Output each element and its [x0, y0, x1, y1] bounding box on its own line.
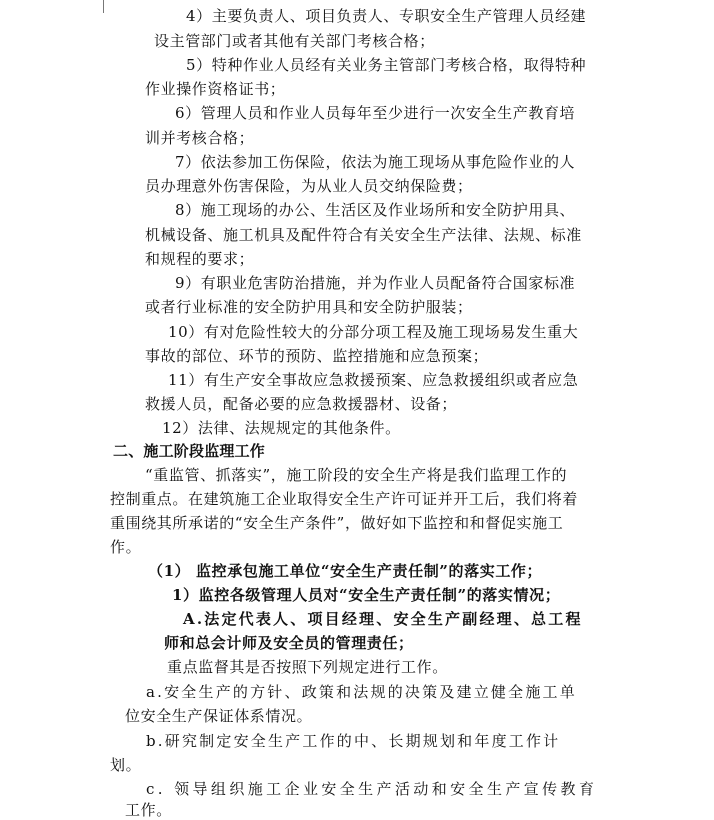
text-line: 10）有对危险性较大的分部分项工程及施工现场易发生重大	[168, 323, 579, 341]
section-heading: 二、施工阶段监理工作	[113, 442, 266, 460]
text-line: c. 领导组织施工企业安全生产活动和安全生产宣传教育	[146, 780, 598, 798]
text-line: 设主管部门或者其他有关部门考核合格；	[154, 32, 435, 50]
text-line: 工作。	[125, 801, 172, 819]
text-line: 重点监督其是否按照下列规定进行工作。	[167, 658, 448, 676]
text-line: 6）管理人员和作业人员每年至少进行一次安全生产教育培	[175, 104, 576, 122]
text-line: 控制重点。在建筑施工企业取得安全生产许可证并开工后，我们将着	[110, 490, 579, 508]
text-line: 划。	[110, 756, 142, 774]
text-line: 训并考核合格；	[145, 129, 255, 147]
text-line: b.研究制定安全生产工作的中、长期规划和年度工作计	[146, 732, 561, 750]
text-line: a.安全生产的方针、政策和法规的决策及建立健全施工单	[146, 683, 577, 701]
page-corner-mark	[103, 0, 104, 13]
text-line: 事故的部位、环节的预防、监控措施和应急预案；	[145, 347, 489, 365]
text-line: 员办理意外伤害保险，为从业人员交纳保险费；	[145, 177, 473, 195]
text-line: 5）特种作业人员经有关业务主管部门考核合格，取得特种	[186, 56, 587, 74]
text-line: “重监管、抓落实”，施工阶段的安全生产将是我们监理工作的	[145, 466, 568, 484]
text-line: 11）有生产安全事故应急救援预案、应急救援组织或者应急	[168, 371, 579, 389]
text-line: 7）依法参加工伤保险，依法为施工现场从事危险作业的人	[175, 153, 576, 171]
text-line: 机械设备、施工机具及配件符合有关安全生产法律、法规、标准	[145, 226, 582, 244]
text-line: 救援人员，配备必要的应急救援器材、设备；	[145, 395, 458, 413]
text-line: 9）有职业危害防治措施，并为作业人员配备符合国家标准	[175, 274, 576, 292]
subheading: （1） 监控承包施工单位“安全生产责任制”的落实工作；	[148, 562, 543, 580]
subheading: 1）监控各级管理人员对“安全生产责任制”的落实情况；	[172, 586, 561, 604]
text-line: 4）主要负责人、项目负责人、专职安全生产管理人员经建	[186, 7, 587, 25]
text-line: 12）法律、法规规定的其他条件。	[162, 419, 401, 437]
text-line: 位安全生产保证体系情况。	[125, 707, 313, 725]
subheading: 师和总会计师及安全员的管理责任；	[164, 634, 414, 652]
text-line: 重围绕其所承诺的“安全生产条件”，做好如下监控和和督促实施工	[110, 514, 564, 532]
text-line: 8）施工现场的办公、生活区及作业场所和安全防护用具、	[175, 201, 576, 219]
text-line: 或者行业标准的安全防护用具和安全防护服装；	[145, 298, 473, 316]
subheading: A.法定代表人、项目经理、安全生产副经理、总工程	[183, 610, 583, 628]
text-line: 作。	[110, 538, 142, 556]
text-line: 作业操作资格证书；	[145, 80, 286, 98]
text-line: 和规程的要求；	[145, 250, 255, 268]
